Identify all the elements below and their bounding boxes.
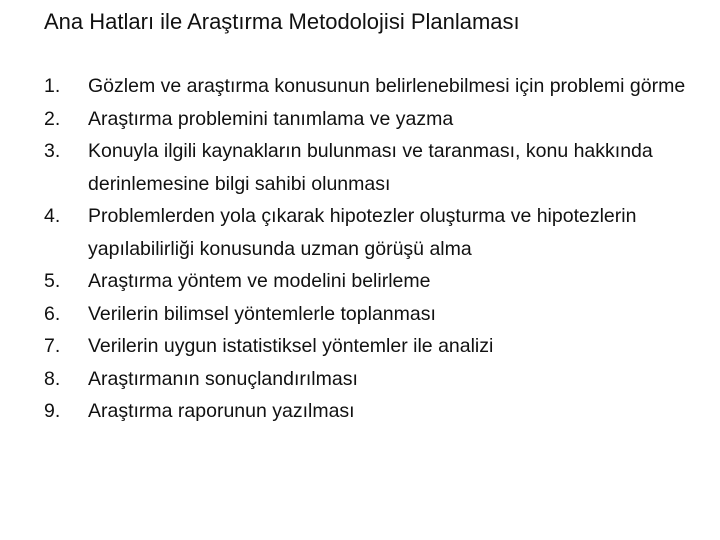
step-text: Konuyla ilgili kaynakların bulunması ve taranması, konu hakkında derinlemesine bilgi sahibi olunması bbox=[88, 140, 653, 195]
step-number: 7. bbox=[44, 335, 61, 357]
step-number: 2. bbox=[44, 107, 61, 130]
list-item bbox=[44, 265, 694, 298]
step-number: 4. bbox=[44, 205, 61, 227]
step-text: Araştırmanın sonuçlandırılması bbox=[88, 367, 358, 390]
list-item bbox=[44, 363, 694, 396]
step-text: Araştırma yöntem ve modelini belirleme bbox=[88, 270, 431, 292]
step-text: Gözlem ve araştırma konusunun belirlenebilmesi için problemi görme bbox=[88, 75, 686, 97]
step-text: Verilerin uygun istatistiksel yöntemler ile analizi bbox=[88, 335, 494, 357]
slide-title: Ana Hatları ile Araştırma Metodolojisi Planlaması bbox=[44, 9, 520, 34]
list-item bbox=[44, 135, 694, 200]
step-text: Araştırma raporunun yazılması bbox=[88, 400, 355, 422]
step-number: 8. bbox=[44, 367, 61, 390]
step-text: Verilerin bilimsel yöntemlerle toplanması bbox=[88, 302, 436, 325]
step-number: 3. bbox=[44, 140, 61, 162]
step-text: Problemlerden yola çıkarak hipotezler oluşturma ve hipotezlerin yapılabilirliği konusunda uzman görüşü alma bbox=[88, 205, 637, 260]
list-item bbox=[44, 200, 694, 265]
step-number: 1. bbox=[44, 75, 61, 97]
steps-list bbox=[44, 70, 694, 428]
step-number: 9. bbox=[44, 400, 61, 422]
list-item bbox=[44, 395, 694, 428]
step-text: Araştırma problemini tanımlama ve yazma bbox=[88, 107, 454, 130]
list-item bbox=[44, 70, 694, 103]
step-number: 5. bbox=[44, 270, 61, 292]
list-item bbox=[44, 330, 694, 363]
list-item bbox=[44, 103, 694, 136]
list-item bbox=[44, 298, 694, 331]
step-number: 6. bbox=[44, 302, 61, 325]
